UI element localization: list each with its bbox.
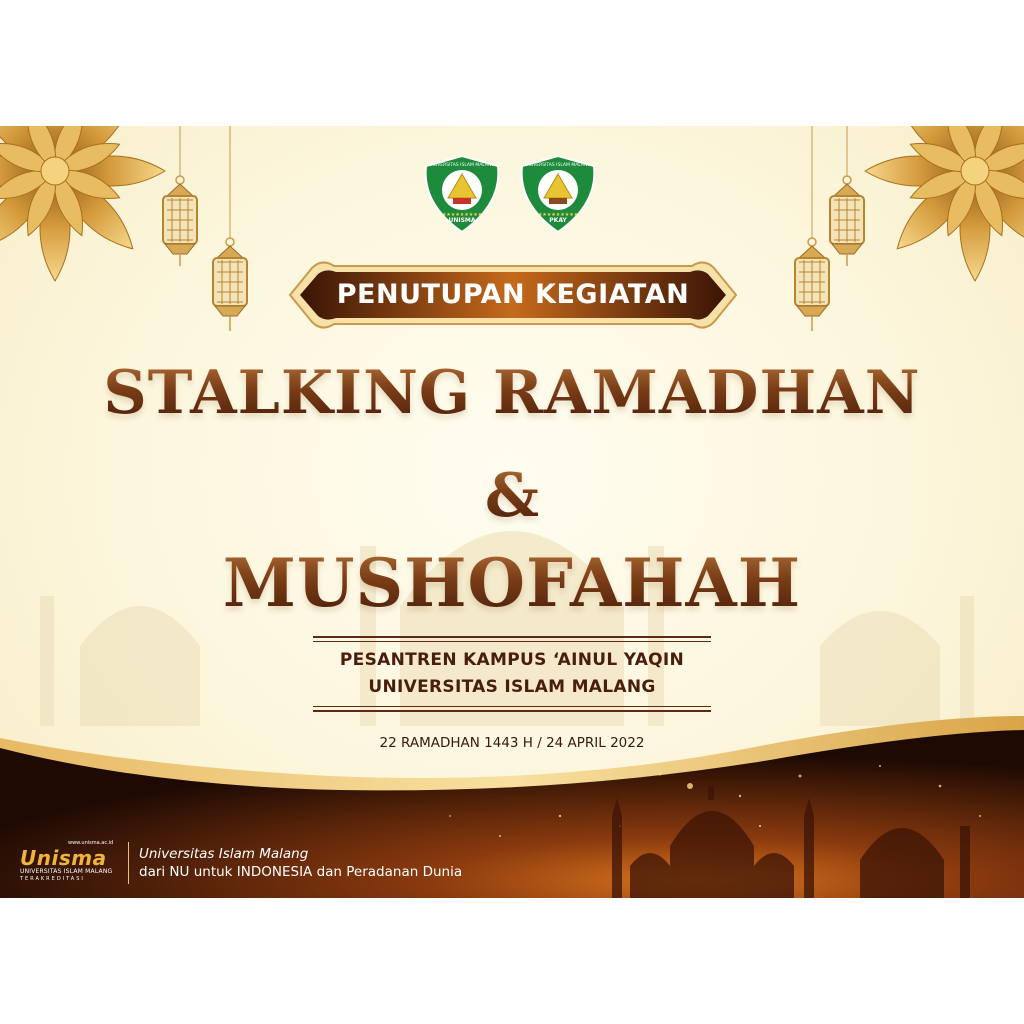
- footer-tagline1: Universitas Islam Malang: [139, 846, 309, 862]
- organizer-line2: UNIVERSITAS ISLAM MALANG: [368, 677, 656, 697]
- svg-text:★★★★★★★★★: ★★★★★★★★★: [537, 212, 579, 218]
- organizer-line1: PESANTREN KAMPUS ‘AINUL YAQIN: [339, 650, 685, 670]
- ribbon-title: PENUTUPAN KEGIATAN: [336, 279, 690, 310]
- event-date: 22 RAMADHAN 1443 H / 24 APRIL 2022: [379, 735, 645, 751]
- footer-accreditation: TERAKREDITASI: [20, 876, 85, 882]
- banner: [0, 126, 1024, 898]
- footer-wave: [0, 126, 1024, 898]
- footer-tagline2: dari NU untuk INDONESIA dan Peradanan Dunia: [139, 864, 463, 880]
- footer-brand-subtitle: UNIVERSITAS ISLAM MALANG: [20, 868, 113, 875]
- footer-brand-url: www.unisma.ac.id: [68, 840, 114, 846]
- footer-separator: [128, 842, 129, 884]
- event-title-line1: STALKING RAMADHAN: [0, 358, 1024, 428]
- logo-ring-text: UNIVERSITAS ISLAM MALANG: [525, 163, 591, 168]
- logo-label: PKAY: [549, 217, 567, 224]
- event-title-ampersand: &: [0, 461, 1024, 531]
- logo-label: UNISMA: [448, 217, 476, 224]
- footer-brand-logo: Unisma: [20, 846, 107, 870]
- svg-text:★★★★★★★★★: ★★★★★★★★★: [441, 212, 483, 218]
- logo-ring-text: UNIVERSITAS ISLAM MALANG: [429, 163, 495, 168]
- event-title-line2: MUSHOFAHAH: [0, 544, 1024, 622]
